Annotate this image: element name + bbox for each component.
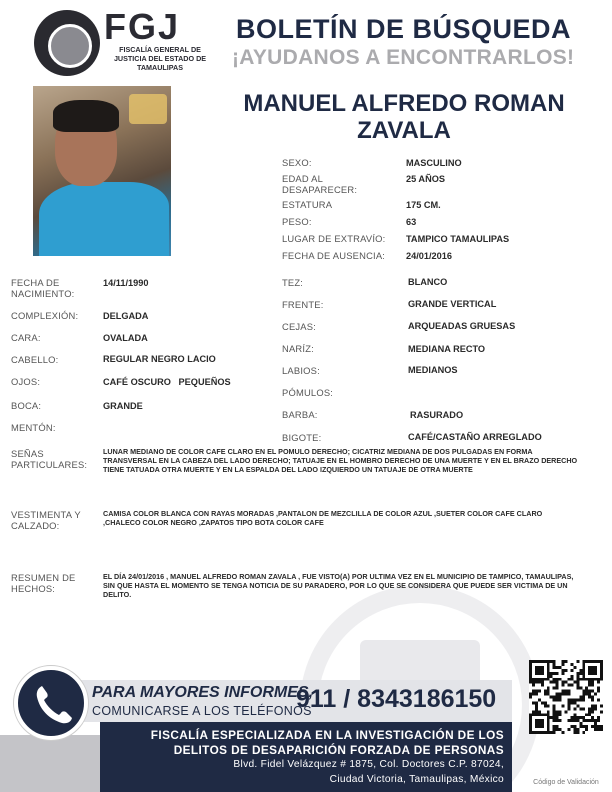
field-value: TAMPICO TAMAULIPAS (406, 234, 510, 244)
field-label: SEXO: (282, 157, 312, 168)
trait-label: MENTÓN: (11, 422, 56, 433)
trait-value: MEDIANA RECTO (408, 344, 486, 354)
qr-code-graphic (529, 660, 603, 734)
trait-label: TEZ: (282, 277, 304, 288)
trait-label: FRENTE: (282, 299, 324, 310)
field-label: ESTATURA (282, 199, 333, 210)
trait-label: COMPLEXIÓN: (11, 310, 79, 321)
field-label: PESO: (282, 216, 312, 227)
trait-label: LABIOS: (282, 365, 320, 376)
field-value: 175 CM. (406, 200, 441, 210)
trait-value: 14/11/1990 (103, 278, 149, 288)
address-line2: Ciudad Victoria, Tamaulipas, México (329, 774, 504, 785)
field-value: 63 (406, 217, 417, 227)
trait-value: CAFÉ/CASTAÑO ARREGLADO (408, 432, 542, 442)
page-subtitle: ¡AYUDANOS A ENCONTRARLOS! (232, 46, 575, 69)
phone-icon (34, 684, 74, 726)
trait-label: BIGOTE: (282, 432, 322, 443)
trait-value: MEDIANOS (408, 365, 458, 375)
senas-text: LUNAR MEDIANO DE COLOR CAFE CLARO EN EL POMULO DERECHO; CICATRIZ MEDIANA DE DOS PULGADAS EN FORMA TRANSVERSAL EN LA CABEZA DEL LADO DERECHO; TATUAJE EN EL HOMBRO DERECHO DE UNA MUERTE Y EN EL BRAZO DERECHO TIENE TATUADA OTRA MUERTE Y EN LA ESPALDA DEL LADO IZQUIERDO UN TATUAJE DE OTRA MUERTE (103, 447, 578, 474)
senas-label: SEÑAS PARTICULARES: (11, 448, 88, 470)
resumen-text: EL DÍA 24/01/2016 , MANUEL ALFREDO ROMAN ZAVALA , FUE VISTO(A) POR ULTIMA VEZ EN EL MUNICIPIO DE TAMPICO, TAMAULIPAS, SIN QUE HASTA EL MOMENTO SE TENGA NOTICIA DE SU PARADERO, POR LO QUE SE CONSIDERA QUE PUEDE SER VICTIMA DE UN DELITO. (103, 572, 574, 599)
trait-label: BOCA: (11, 400, 42, 411)
trait-label: CARA: (11, 332, 41, 343)
logo-subtitle: FISCALÍA GENERAL DE JUSTICIA DEL ESTADO DE TAMAULIPAS (113, 45, 207, 72)
photo-bg (129, 94, 167, 124)
trait-value: REGULAR NEGRO LACIO (103, 354, 216, 364)
person-name: MANUEL ALFREDO ROMAN ZAVALA (243, 90, 565, 144)
trait-label: NARÍZ: (282, 343, 314, 354)
field-label: LUGAR DE EXTRAVÍO: (282, 233, 386, 244)
trait-value: ARQUEADAS GRUESAS (408, 321, 516, 331)
field-label: FECHA DE AUSENCIA: (282, 250, 386, 261)
trait-label: FECHA DE NACIMIENTO: (11, 277, 75, 299)
field-value: 25 AÑOS (406, 174, 445, 184)
field-label: EDAD AL DESAPARECER: (282, 173, 358, 195)
vestimenta-label: VESTIMENTA Y CALZADO: (11, 509, 81, 531)
trait-value: DELGADA (103, 311, 149, 321)
trait-value: OVALADA (103, 333, 148, 343)
info-title: PARA MAYORES INFORMES, (92, 684, 314, 701)
trait-value: GRANDE (103, 401, 143, 411)
footer-gray-band (0, 735, 100, 792)
agency-name-line2: DELITOS DE DESAPARICIÓN FORZADA DE PERSONAS (173, 743, 504, 757)
trait-value: BLANCO (408, 277, 448, 287)
address-line1: Blvd. Fidel Velázquez # 1875, Col. Doctores C.P. 87024, (233, 759, 504, 770)
photo-hair (53, 100, 119, 132)
trait-value: GRANDE VERTICAL (408, 299, 497, 309)
trait-value: CAFÉ OSCURO PEQUEÑOS (103, 377, 231, 387)
agency-name-line1: FISCALÍA ESPECIALIZADA EN LA INVESTIGACIÓN DE LOS (150, 728, 504, 742)
logo-text: FGJ (104, 6, 181, 47)
fgj-seal-logo (34, 10, 100, 76)
contact-phone-number[interactable]: 911 / 8343186150 (296, 685, 497, 713)
resumen-label: RESUMEN DE HECHOS: (11, 572, 76, 594)
missing-person-photo (33, 86, 171, 256)
trait-label: CEJAS: (282, 321, 317, 332)
page-title: BOLETÍN DE BÚSQUEDA (236, 14, 572, 44)
info-subtitle: COMUNICARSE A LOS TELÉFONOS (92, 704, 312, 718)
field-value: 24/01/2016 (406, 251, 452, 261)
photo-shirt (39, 182, 169, 256)
qr-caption: Código de Validación (533, 779, 599, 786)
trait-value: RASURADO (410, 410, 464, 420)
field-value: MASCULINO (406, 158, 462, 168)
trait-label: CABELLO: (11, 354, 59, 365)
trait-label: BARBA: (282, 409, 318, 420)
phone-badge (14, 666, 88, 740)
trait-label: OJOS: (11, 376, 41, 387)
qr-code-icon[interactable] (529, 660, 603, 734)
trait-label: PÓMULOS: (282, 387, 334, 398)
vestimenta-text: CAMISA COLOR BLANCA CON RAYAS MORADAS ,PANTALON DE MEZCLILLA DE COLOR AZUL ,SUETER COLOR CAFE CLARO ,CHALECO COLOR NEGRO ,ZAPATOS TIPO BOTA COLOR CAFE (103, 509, 543, 527)
